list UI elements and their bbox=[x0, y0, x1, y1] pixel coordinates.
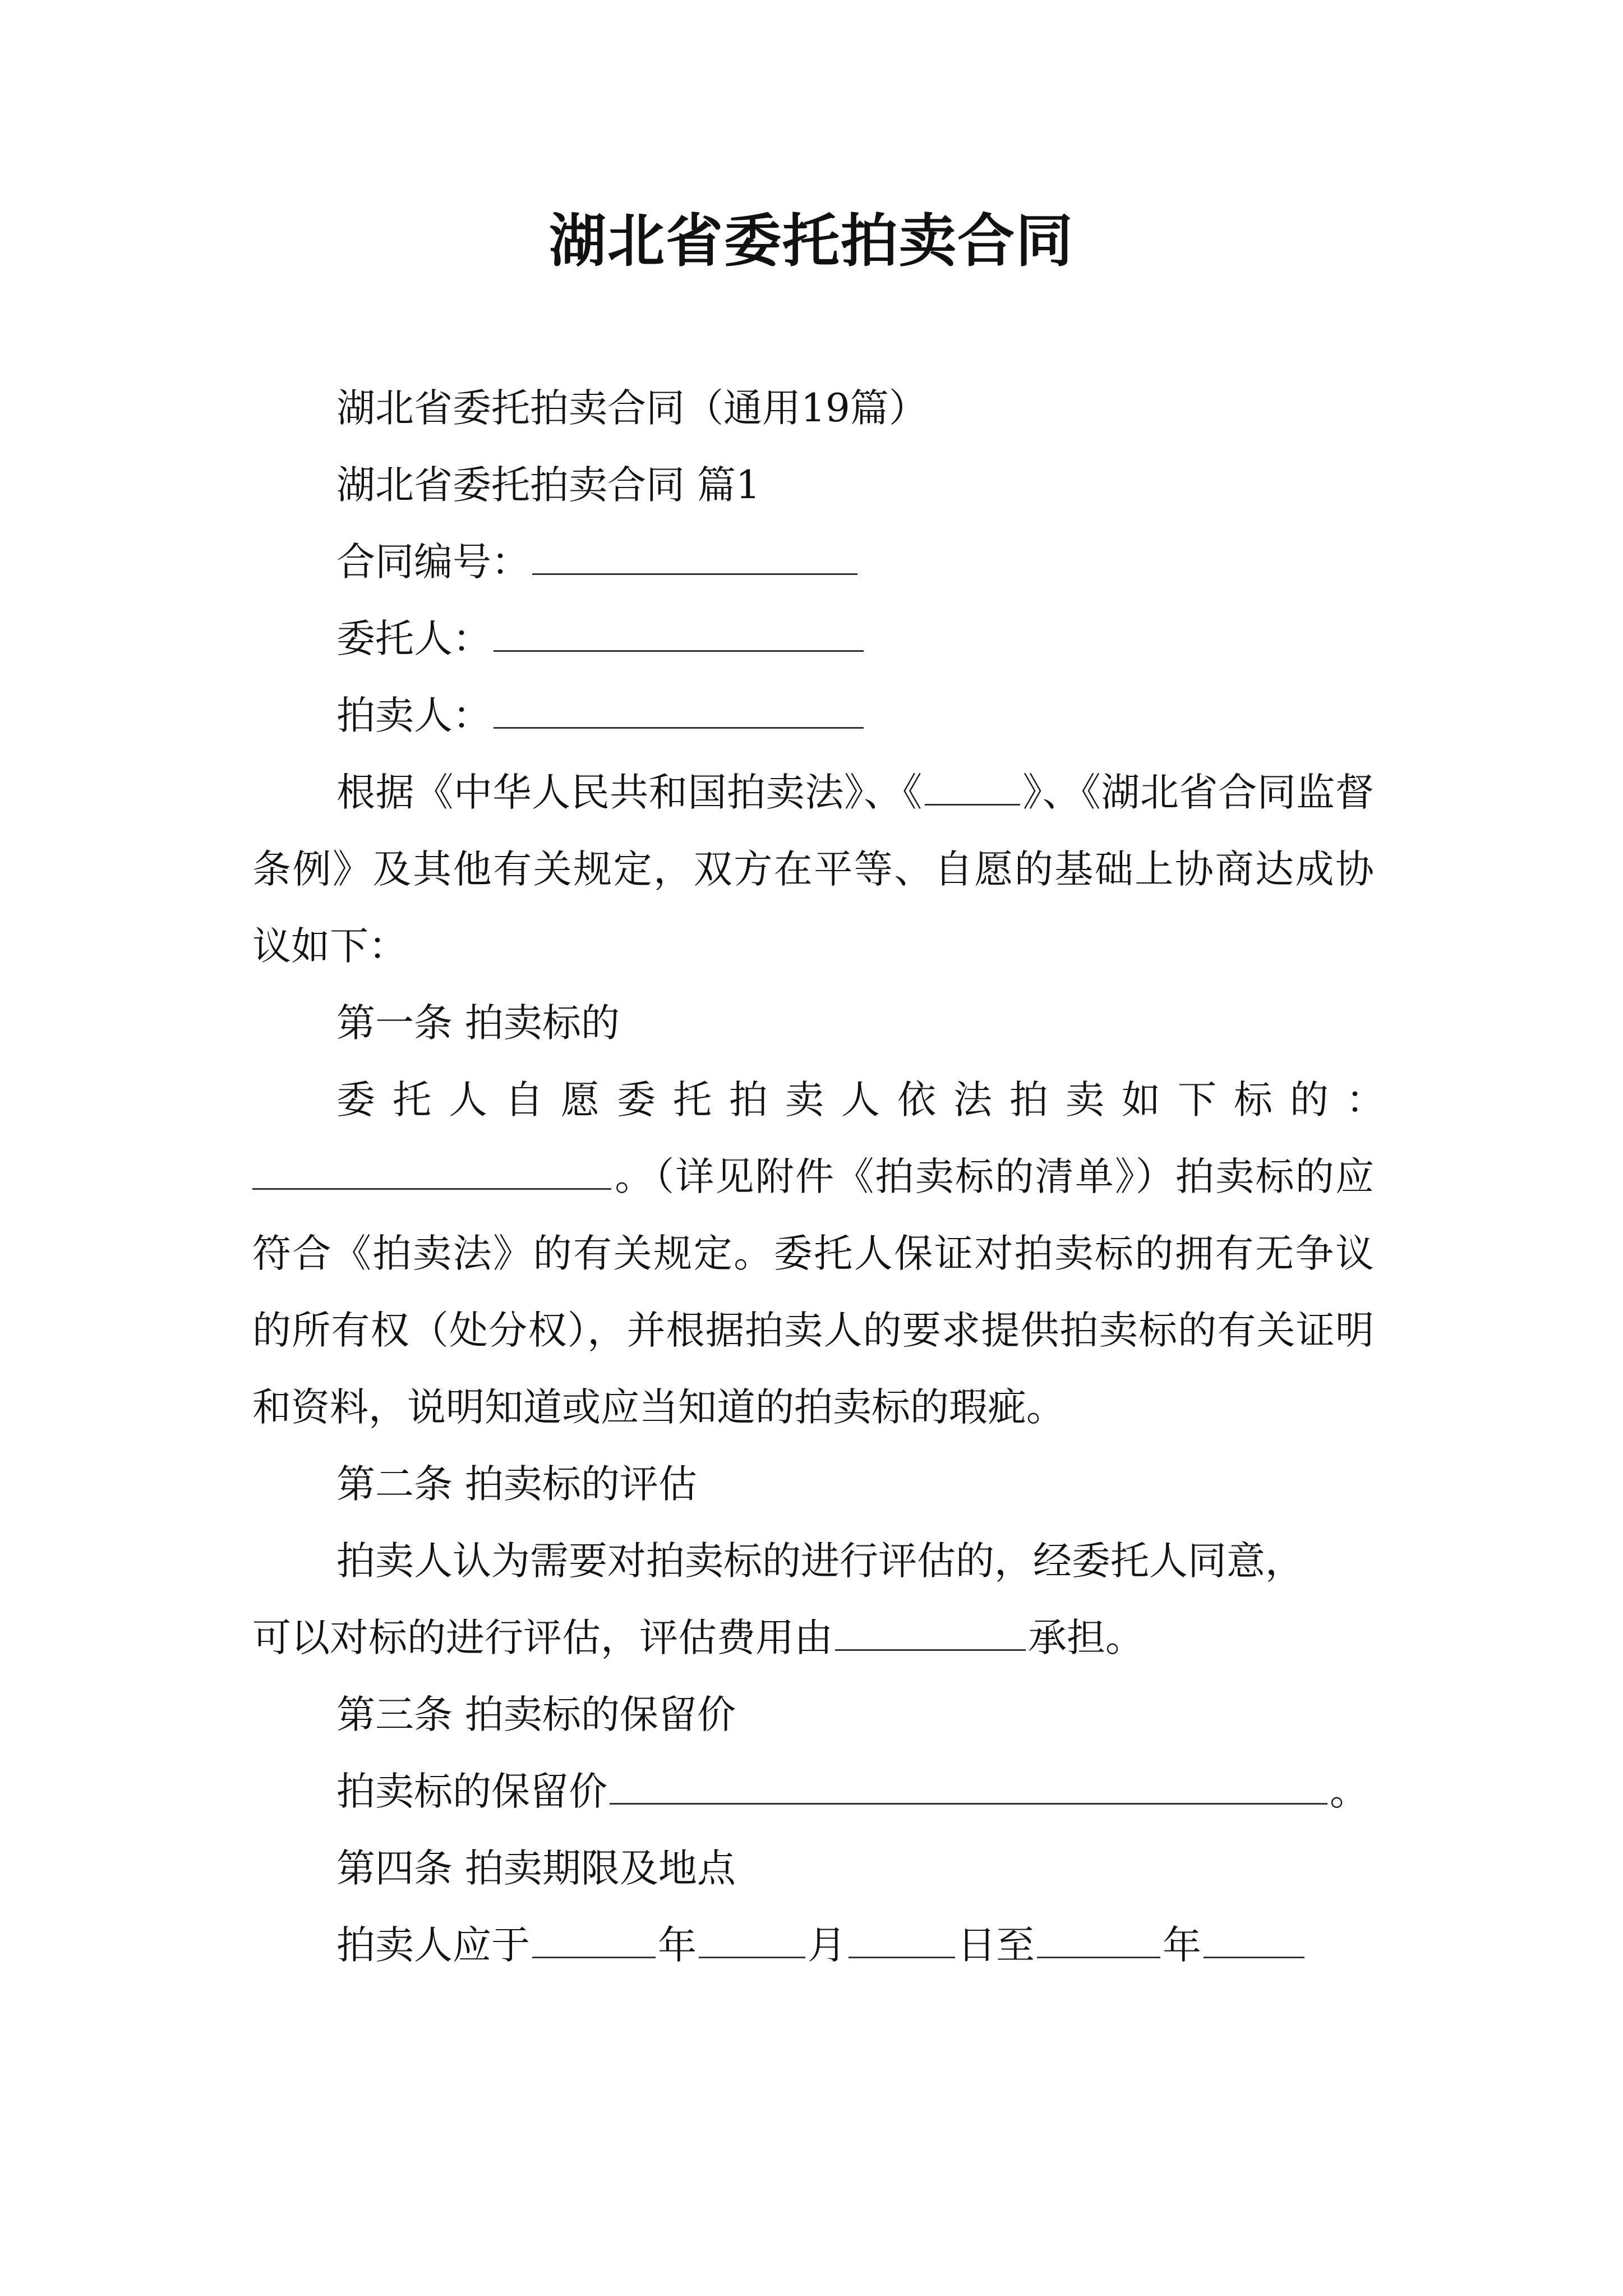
article3-body-a: 拍卖标的保留价 bbox=[336, 1769, 607, 1814]
contract-number-blank bbox=[532, 539, 857, 575]
article4-body bbox=[252, 1907, 1374, 1984]
appraisal-fee-blank bbox=[835, 1614, 1026, 1651]
preamble-text: 根据《中华人民共和国拍卖法》、《 bbox=[336, 770, 923, 815]
article1-heading: 第一条 拍卖标的 bbox=[336, 1001, 620, 1046]
reserve-price-blank bbox=[610, 1768, 1327, 1805]
article2-body2 bbox=[252, 1600, 1374, 1677]
end-year-blank bbox=[1037, 1922, 1160, 1958]
article2-body1: 拍卖人认为需要对拍卖标的进行评估的，经委托人同意， bbox=[336, 1539, 1304, 1584]
client-label: 委托人： bbox=[336, 616, 491, 661]
start-year-blank bbox=[532, 1922, 656, 1958]
article3-body-b: 。 bbox=[1330, 1769, 1368, 1814]
end-month-blank bbox=[1204, 1922, 1304, 1958]
article1-line1: 委托人自愿委托拍卖人依法拍卖如下标的： bbox=[336, 1078, 1402, 1122]
start-day-blank bbox=[849, 1922, 955, 1958]
client-blank bbox=[494, 615, 864, 652]
article1-body-text: 。（详见附件《拍卖标的清单》）拍卖标的应符合《拍卖法》的有关规定。委托人保证对拍卖标的拥有无争议的所有权（处分权），并根据拍卖人的要求提供拍卖标的有关证明和资料，说明知道或应当知道的拍卖标的瑕疵。 bbox=[252, 1154, 1374, 1430]
article3-body bbox=[252, 1754, 1374, 1830]
client-field bbox=[252, 601, 1374, 678]
auction-target-blank bbox=[252, 1153, 611, 1190]
contract-number-field bbox=[252, 524, 1374, 601]
regulation-blank bbox=[925, 769, 1020, 806]
article2-body2-b: 承担。 bbox=[1028, 1616, 1144, 1660]
year-label: 年 bbox=[658, 1923, 697, 1968]
day-to-label: 日至 bbox=[957, 1923, 1035, 1968]
year2-label: 年 bbox=[1163, 1923, 1201, 1968]
article1-body bbox=[252, 1139, 1374, 1446]
auctioneer-label: 拍卖人： bbox=[336, 693, 491, 738]
article4-body-a: 拍卖人应于 bbox=[336, 1923, 530, 1968]
article4-heading: 第四条 拍卖期限及地点 bbox=[336, 1846, 736, 1891]
document-title: 湖北省委托拍卖合同 bbox=[549, 208, 1074, 275]
article3-heading: 第三条 拍卖标的保留价 bbox=[336, 1692, 736, 1737]
auctioneer-field bbox=[252, 678, 1374, 754]
month-label: 月 bbox=[808, 1923, 846, 1968]
contract-number-label: 合同编号： bbox=[336, 540, 530, 585]
auctioneer-blank bbox=[494, 692, 864, 729]
preamble-paragraph bbox=[252, 754, 1374, 985]
article2-body2-a: 可以对标的进行评估，评估费用由 bbox=[252, 1616, 833, 1660]
preamble-text-2: 》、《湖北省合同监督条例》及其他有关规定，双方在平等、自愿的基础上协商达成协议如下： bbox=[252, 770, 1375, 969]
document-body bbox=[252, 370, 1402, 1984]
start-month-blank bbox=[699, 1922, 805, 1958]
section-heading: 湖北省委托拍卖合同 篇1 bbox=[336, 463, 760, 508]
document-subtitle: 湖北省委托拍卖合同（通用19篇） bbox=[336, 386, 928, 431]
article2-heading: 第二条 拍卖标的评估 bbox=[336, 1462, 697, 1507]
